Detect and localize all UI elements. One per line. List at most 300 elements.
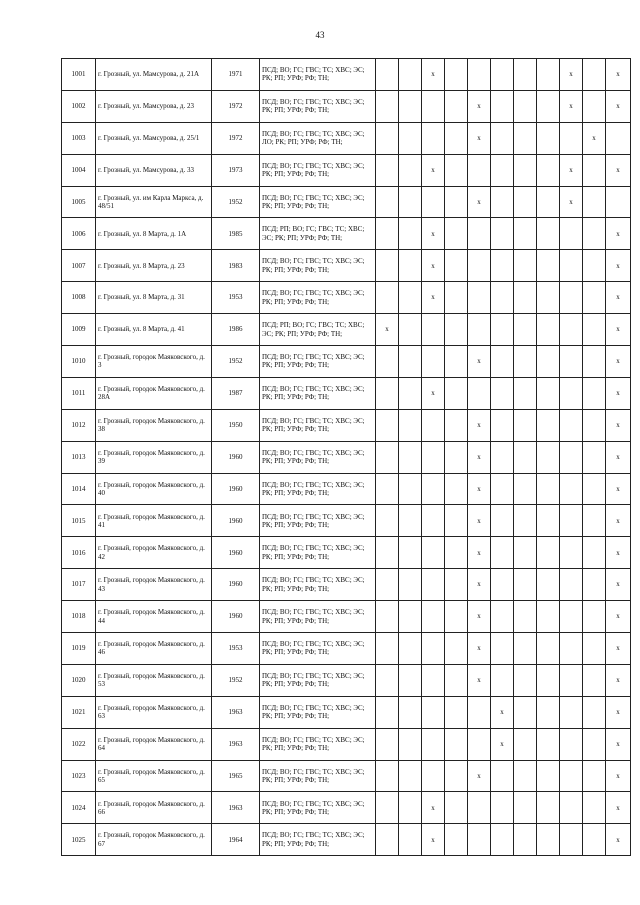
mark-cell <box>422 409 445 441</box>
mark-cell: x <box>606 633 631 665</box>
mark-cell: x <box>606 696 631 728</box>
address-cell: г. Грозный, ул. 8 Марта, д. 41 <box>96 314 212 346</box>
row-number-cell: 1018 <box>62 601 96 633</box>
table-row <box>62 186 631 218</box>
mark-cell <box>537 633 560 665</box>
mark-cell <box>537 282 560 314</box>
mark-cell <box>583 824 606 856</box>
mark-cell <box>560 664 583 696</box>
mark-cell: x <box>468 122 491 154</box>
mark-cell <box>537 409 560 441</box>
mark-cell <box>606 186 631 218</box>
address-cell: г. Грозный, ул. Мамсурова, д. 33 <box>96 154 212 186</box>
year-cell: 1963 <box>212 792 260 824</box>
mark-cell <box>376 377 399 409</box>
mark-cell <box>583 664 606 696</box>
mark-cell <box>376 346 399 378</box>
mark-cell <box>491 346 514 378</box>
row-number-cell: 1005 <box>62 186 96 218</box>
mark-cell <box>399 505 422 537</box>
address-cell: г. Грозный, городок Маяковского, д. 43 <box>96 569 212 601</box>
mark-cell <box>445 441 468 473</box>
mark-cell <box>583 728 606 760</box>
mark-cell <box>468 377 491 409</box>
row-number-cell: 1004 <box>62 154 96 186</box>
row-number-cell: 1003 <box>62 122 96 154</box>
address-cell: г. Грозный, городок Маяковского, д. 39 <box>96 441 212 473</box>
year-cell: 1960 <box>212 537 260 569</box>
mark-cell <box>537 473 560 505</box>
services-cell: ПСД; ВО; ГС; ГВС; ТС; ХВС; ЭС; РК; РП; УРФ; РФ; ТН; <box>260 90 376 122</box>
mark-cell <box>376 601 399 633</box>
services-cell: ПСД; ВО; ГС; ГВС; ТС; ХВС; ЭС; ЛО; РК; РП; УРФ; РФ; ТН; <box>260 122 376 154</box>
row-number-cell: 1006 <box>62 218 96 250</box>
services-cell: ПСД; РП; ВО; ГС; ГВС; ТС; ХВС; ЭС; РК; РП; УРФ; РФ; ТН; <box>260 218 376 250</box>
mark-cell <box>514 824 537 856</box>
year-cell: 1960 <box>212 569 260 601</box>
mark-cell <box>537 441 560 473</box>
services-cell: ПСД; ВО; ГС; ГВС; ТС; ХВС; ЭС; РК; РП; УРФ; РФ; ТН; <box>260 346 376 378</box>
mark-cell <box>537 377 560 409</box>
mark-cell <box>399 314 422 346</box>
services-cell: ПСД; ВО; ГС; ГВС; ТС; ХВС; ЭС; РК; РП; УРФ; РФ; ТН; <box>260 154 376 186</box>
year-cell: 1986 <box>212 314 260 346</box>
mark-cell <box>376 122 399 154</box>
table-row <box>62 154 631 186</box>
year-cell: 1960 <box>212 441 260 473</box>
mark-cell <box>583 696 606 728</box>
mark-cell: x <box>606 409 631 441</box>
services-cell: ПСД; ВО; ГС; ГВС; ТС; ХВС; ЭС; РК; РП; УРФ; РФ; ТН; <box>260 282 376 314</box>
table-row <box>62 218 631 250</box>
services-cell: ПСД; ВО; ГС; ГВС; ТС; ХВС; ЭС; РК; РП; УРФ; РФ; ТН; <box>260 792 376 824</box>
mark-cell <box>399 218 422 250</box>
table-row <box>62 314 631 346</box>
mark-cell <box>468 824 491 856</box>
address-cell: г. Грозный, ул. Мамсурова, д. 21А <box>96 59 212 91</box>
mark-cell <box>445 250 468 282</box>
mark-cell <box>399 377 422 409</box>
mark-cell: x <box>606 792 631 824</box>
mark-cell <box>376 569 399 601</box>
mark-cell <box>422 537 445 569</box>
mark-cell <box>560 569 583 601</box>
mark-cell: x <box>560 90 583 122</box>
mark-cell: x <box>422 59 445 91</box>
table-row <box>62 90 631 122</box>
mark-cell <box>514 792 537 824</box>
mark-cell <box>583 792 606 824</box>
services-cell: ПСД; ВО; ГС; ГВС; ТС; ХВС; ЭС; РК; РП; УРФ; РФ; ТН; <box>260 186 376 218</box>
mark-cell <box>445 824 468 856</box>
row-number-cell: 1019 <box>62 633 96 665</box>
mark-cell: x <box>468 633 491 665</box>
mark-cell <box>468 282 491 314</box>
mark-cell <box>376 90 399 122</box>
mark-cell: x <box>606 537 631 569</box>
mark-cell <box>560 505 583 537</box>
mark-cell <box>491 505 514 537</box>
year-cell: 1963 <box>212 728 260 760</box>
table-row <box>62 377 631 409</box>
mark-cell <box>445 409 468 441</box>
address-cell: г. Грозный, городок Маяковского, д. 44 <box>96 601 212 633</box>
mark-cell <box>491 377 514 409</box>
mark-cell <box>491 824 514 856</box>
mark-cell <box>399 569 422 601</box>
mark-cell <box>514 760 537 792</box>
services-cell: ПСД; ВО; ГС; ГВС; ТС; ХВС; ЭС; РК; РП; УРФ; РФ; ТН; <box>260 505 376 537</box>
mark-cell <box>491 441 514 473</box>
mark-cell: x <box>606 282 631 314</box>
mark-cell <box>399 664 422 696</box>
address-cell: г. Грозный, городок Маяковского, д. 65 <box>96 760 212 792</box>
mark-cell <box>537 728 560 760</box>
mark-cell <box>537 59 560 91</box>
mark-cell: x <box>422 792 445 824</box>
mark-cell <box>445 186 468 218</box>
address-cell: г. Грозный, городок Маяковского, д. 42 <box>96 537 212 569</box>
mark-cell <box>491 760 514 792</box>
mark-cell <box>514 377 537 409</box>
mark-cell <box>399 760 422 792</box>
address-cell: г. Грозный, городок Маяковского, д. 64 <box>96 728 212 760</box>
mark-cell <box>445 728 468 760</box>
address-cell: г. Грозный, ул. им Карла Маркса, д. 48/51 <box>96 186 212 218</box>
row-number-cell: 1016 <box>62 537 96 569</box>
mark-cell <box>399 154 422 186</box>
mark-cell <box>514 90 537 122</box>
mark-cell <box>491 154 514 186</box>
mark-cell <box>445 154 468 186</box>
mark-cell <box>445 537 468 569</box>
mark-cell <box>583 282 606 314</box>
table-row <box>62 59 631 91</box>
address-cell: г. Грозный, ул. 8 Марта, д. 31 <box>96 282 212 314</box>
mark-cell <box>583 569 606 601</box>
mark-cell <box>583 505 606 537</box>
mark-cell <box>537 250 560 282</box>
mark-cell <box>376 186 399 218</box>
mark-cell <box>537 90 560 122</box>
mark-cell <box>491 59 514 91</box>
mark-cell <box>514 346 537 378</box>
mark-cell <box>560 473 583 505</box>
mark-cell: x <box>606 377 631 409</box>
mark-cell: x <box>468 473 491 505</box>
address-cell: г. Грозный, ул. Мамсурова, д. 23 <box>96 90 212 122</box>
row-number-cell: 1011 <box>62 377 96 409</box>
table-row <box>62 473 631 505</box>
mark-cell: x <box>491 728 514 760</box>
mark-cell <box>468 728 491 760</box>
mark-cell <box>514 569 537 601</box>
year-cell: 1952 <box>212 186 260 218</box>
year-cell: 1960 <box>212 601 260 633</box>
mark-cell <box>537 122 560 154</box>
mark-cell: x <box>468 760 491 792</box>
table-row <box>62 696 631 728</box>
row-number-cell: 1001 <box>62 59 96 91</box>
services-cell: ПСД; ВО; ГС; ГВС; ТС; ХВС; ЭС; РК; РП; УРФ; РФ; ТН; <box>260 696 376 728</box>
services-cell: ПСД; ВО; ГС; ГВС; ТС; ХВС; ЭС; РК; РП; УРФ; РФ; ТН; <box>260 59 376 91</box>
mark-cell <box>537 792 560 824</box>
mark-cell: x <box>606 601 631 633</box>
table-row <box>62 537 631 569</box>
mark-cell <box>376 154 399 186</box>
mark-cell <box>537 218 560 250</box>
mark-cell <box>491 569 514 601</box>
table-row <box>62 282 631 314</box>
row-number-cell: 1021 <box>62 696 96 728</box>
services-cell: ПСД; ВО; ГС; ГВС; ТС; ХВС; ЭС; РК; РП; УРФ; РФ; ТН; <box>260 760 376 792</box>
table-row <box>62 633 631 665</box>
mark-cell <box>491 282 514 314</box>
mark-cell <box>422 728 445 760</box>
mark-cell <box>376 537 399 569</box>
mark-cell: x <box>606 664 631 696</box>
mark-cell <box>399 696 422 728</box>
mark-cell <box>583 409 606 441</box>
mark-cell <box>491 250 514 282</box>
mark-cell: x <box>606 824 631 856</box>
mark-cell: x <box>422 377 445 409</box>
registry-table <box>61 58 631 856</box>
table-row <box>62 824 631 856</box>
mark-cell: x <box>468 441 491 473</box>
mark-cell <box>491 90 514 122</box>
services-cell: ПСД; ВО; ГС; ГВС; ТС; ХВС; ЭС; РК; РП; УРФ; РФ; ТН; <box>260 664 376 696</box>
mark-cell <box>537 760 560 792</box>
mark-cell <box>537 505 560 537</box>
mark-cell: x <box>468 409 491 441</box>
mark-cell <box>422 122 445 154</box>
mark-cell <box>560 824 583 856</box>
mark-cell: x <box>606 218 631 250</box>
mark-cell: x <box>560 154 583 186</box>
mark-cell <box>445 122 468 154</box>
mark-cell <box>399 792 422 824</box>
year-cell: 1952 <box>212 346 260 378</box>
mark-cell <box>468 792 491 824</box>
services-cell: ПСД; ВО; ГС; ГВС; ТС; ХВС; ЭС; РК; РП; УРФ; РФ; ТН; <box>260 473 376 505</box>
mark-cell <box>422 505 445 537</box>
page-number: 43 <box>315 30 325 40</box>
mark-cell: x <box>468 537 491 569</box>
address-cell: г. Грозный, городок Маяковского, д. 53 <box>96 664 212 696</box>
table-row <box>62 601 631 633</box>
mark-cell <box>514 250 537 282</box>
mark-cell <box>583 314 606 346</box>
mark-cell <box>445 59 468 91</box>
mark-cell <box>514 122 537 154</box>
mark-cell: x <box>422 154 445 186</box>
mark-cell <box>514 314 537 346</box>
mark-cell <box>583 90 606 122</box>
mark-cell <box>514 505 537 537</box>
mark-cell <box>560 633 583 665</box>
mark-cell <box>537 664 560 696</box>
address-cell: г. Грозный, городок Маяковского, д. 63 <box>96 696 212 728</box>
mark-cell <box>514 633 537 665</box>
mark-cell <box>445 569 468 601</box>
mark-cell: x <box>422 250 445 282</box>
mark-cell <box>445 601 468 633</box>
mark-cell <box>491 186 514 218</box>
address-cell: г. Грозный, городок Маяковского, д. 3 <box>96 346 212 378</box>
services-cell: ПСД; ВО; ГС; ГВС; ТС; ХВС; ЭС; РК; РП; УРФ; РФ; ТН; <box>260 569 376 601</box>
mark-cell <box>514 601 537 633</box>
mark-cell <box>399 90 422 122</box>
table-row <box>62 409 631 441</box>
mark-cell <box>468 314 491 346</box>
services-cell: ПСД; РП; ВО; ГС; ГВС; ТС; ХВС; ЭС; РК; РП; УРФ; РФ; ТН; <box>260 314 376 346</box>
mark-cell <box>399 824 422 856</box>
mark-cell <box>560 728 583 760</box>
mark-cell <box>376 250 399 282</box>
mark-cell: x <box>468 346 491 378</box>
mark-cell <box>445 505 468 537</box>
mark-cell <box>514 473 537 505</box>
mark-cell <box>583 760 606 792</box>
mark-cell: x <box>422 824 445 856</box>
mark-cell <box>583 377 606 409</box>
mark-cell <box>491 409 514 441</box>
address-cell: г. Грозный, городок Маяковского, д. 66 <box>96 792 212 824</box>
mark-cell: x <box>468 505 491 537</box>
mark-cell: x <box>606 90 631 122</box>
mark-cell <box>468 218 491 250</box>
mark-cell: x <box>606 250 631 282</box>
mark-cell <box>560 122 583 154</box>
mark-cell: x <box>468 186 491 218</box>
mark-cell <box>422 473 445 505</box>
mark-cell <box>560 760 583 792</box>
table-row <box>62 569 631 601</box>
mark-cell: x <box>606 473 631 505</box>
services-cell: ПСД; ВО; ГС; ГВС; ТС; ХВС; ЭС; РК; РП; УРФ; РФ; ТН; <box>260 250 376 282</box>
year-cell: 1972 <box>212 90 260 122</box>
mark-cell <box>560 314 583 346</box>
mark-cell <box>583 473 606 505</box>
year-cell: 1973 <box>212 154 260 186</box>
mark-cell: x <box>468 90 491 122</box>
mark-cell <box>399 59 422 91</box>
services-cell: ПСД; ВО; ГС; ГВС; ТС; ХВС; ЭС; РК; РП; УРФ; РФ; ТН; <box>260 441 376 473</box>
mark-cell: x <box>422 282 445 314</box>
mark-cell <box>514 664 537 696</box>
mark-cell <box>445 314 468 346</box>
table-row <box>62 792 631 824</box>
table-row <box>62 441 631 473</box>
mark-cell <box>537 569 560 601</box>
table-body <box>62 59 631 856</box>
mark-cell <box>445 377 468 409</box>
year-cell: 1987 <box>212 377 260 409</box>
mark-cell <box>514 409 537 441</box>
year-cell: 1965 <box>212 760 260 792</box>
mark-cell <box>399 633 422 665</box>
mark-cell <box>376 282 399 314</box>
mark-cell <box>514 59 537 91</box>
mark-cell <box>399 250 422 282</box>
mark-cell <box>399 346 422 378</box>
mark-cell: x <box>560 186 583 218</box>
mark-cell: x <box>583 122 606 154</box>
mark-cell <box>445 696 468 728</box>
address-cell: г. Грозный, ул. 8 Марта, д. 23 <box>96 250 212 282</box>
mark-cell <box>560 282 583 314</box>
mark-cell <box>422 346 445 378</box>
row-number-cell: 1020 <box>62 664 96 696</box>
mark-cell: x <box>606 441 631 473</box>
year-cell: 1960 <box>212 473 260 505</box>
mark-cell <box>376 473 399 505</box>
address-cell: г. Грозный, городок Маяковского, д. 38 <box>96 409 212 441</box>
mark-cell <box>560 218 583 250</box>
mark-cell: x <box>606 728 631 760</box>
mark-cell <box>560 696 583 728</box>
mark-cell <box>422 186 445 218</box>
mark-cell <box>468 696 491 728</box>
mark-cell <box>376 792 399 824</box>
table-row <box>62 122 631 154</box>
mark-cell <box>422 633 445 665</box>
mark-cell <box>445 664 468 696</box>
mark-cell <box>422 90 445 122</box>
mark-cell <box>583 441 606 473</box>
year-cell: 1964 <box>212 824 260 856</box>
mark-cell <box>445 633 468 665</box>
row-number-cell: 1013 <box>62 441 96 473</box>
mark-cell <box>560 346 583 378</box>
mark-cell <box>537 154 560 186</box>
mark-cell <box>468 154 491 186</box>
mark-cell <box>399 409 422 441</box>
year-cell: 1953 <box>212 633 260 665</box>
mark-cell <box>491 792 514 824</box>
mark-cell <box>514 696 537 728</box>
mark-cell <box>537 824 560 856</box>
row-number-cell: 1012 <box>62 409 96 441</box>
mark-cell <box>514 282 537 314</box>
row-number-cell: 1025 <box>62 824 96 856</box>
table-row <box>62 250 631 282</box>
mark-cell <box>583 633 606 665</box>
row-number-cell: 1010 <box>62 346 96 378</box>
year-cell: 1985 <box>212 218 260 250</box>
mark-cell <box>445 90 468 122</box>
mark-cell <box>583 601 606 633</box>
address-cell: г. Грозный, городок Маяковского, д. 28А <box>96 377 212 409</box>
mark-cell <box>537 346 560 378</box>
row-number-cell: 1007 <box>62 250 96 282</box>
mark-cell <box>514 441 537 473</box>
year-cell: 1950 <box>212 409 260 441</box>
mark-cell <box>583 250 606 282</box>
table-row <box>62 760 631 792</box>
mark-cell <box>376 409 399 441</box>
mark-cell <box>376 633 399 665</box>
mark-cell <box>376 59 399 91</box>
mark-cell <box>376 824 399 856</box>
mark-cell <box>560 250 583 282</box>
row-number-cell: 1002 <box>62 90 96 122</box>
mark-cell <box>537 696 560 728</box>
mark-cell: x <box>606 154 631 186</box>
mark-cell <box>560 409 583 441</box>
mark-cell <box>399 186 422 218</box>
